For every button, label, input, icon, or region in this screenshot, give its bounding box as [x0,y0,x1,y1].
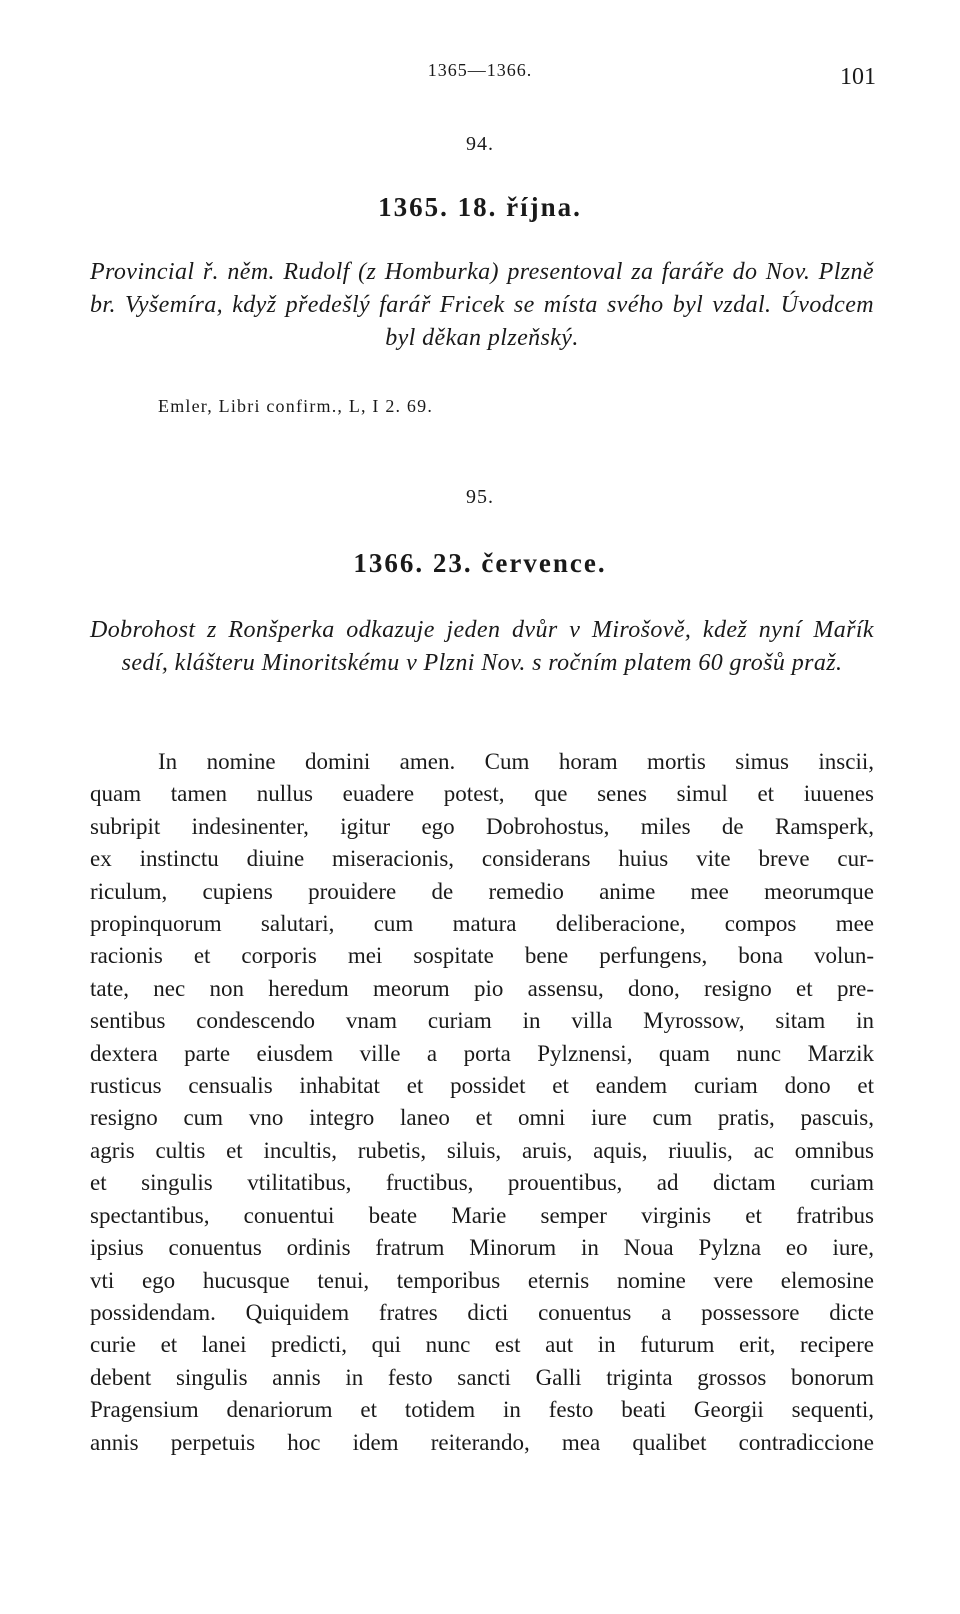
body-line: racionis et corporis mei sospitate bene perfungens, bona volun- [90,943,874,969]
body-line: curie et lanei predicti, qui nunc est aut in futurum erit, recipere [90,1332,874,1358]
body-line: sentibus condescendo vnam curiam in villa Myrossow, sitam in [90,1008,874,1034]
doc-94-source: Emler, Libri confirm., L, I 2. 69. [158,396,434,416]
body-line: vti ego hucusque tenui, temporibus eternis nomine vere elemosine [90,1267,874,1293]
body-line: In nomine domini amen. Cum horam mortis simus inscii, [158,749,874,774]
doc-94-regest: Provincial ř. něm. Rudolf (z Homburka) presentoval za faráře do Nov. Plzně br. Vyšemíra, když předešlý farář Fricek se místa svého byl vzdal. Úvodcem byl děkan plzeňský. [90,259,874,351]
body-line: rusticus censualis inhabitat et possidet et eandem curiam dono et [90,1073,874,1099]
doc-94-date: 1365. 18. října. [378,192,582,222]
body-line: resigno cum vno integro laneo et omni iure cum pratis, pascuis, [90,1105,874,1131]
body-line: ipsius conuentus ordinis fratrum Minorum in Noua Pylzna eo iure, [90,1235,874,1261]
doc-95-body-text [90,746,874,1459]
body-line: propinquorum salutari, cum matura deliberacione, compos mee [90,911,874,937]
body-line: quam tamen nullus euadere potest, que senes simul et iuuenes [90,781,874,807]
body-line: subripit indesinenter, igitur ego Dobrohostus, miles de Ramsperk, [90,813,874,839]
body-line: dextera parte eiusdem ville a porta Pylznensi, quam nunc Marzik [90,1040,874,1066]
body-line: agris cultis et incultis, rubetis, siluis, aruis, aquis, riuulis, ac omnibus [90,1137,874,1163]
body-line: Pragensium denariorum et totidem in festo beati Georgii sequenti, [90,1397,874,1423]
body-line: tate, nec non heredum meorum pio assensu, dono, resigno et pre- [90,975,874,1001]
body-line: et singulis vtilitatibus, fructibus, prouentibus, ad dictam curiam [90,1170,874,1196]
doc-95-date: 1366. 23. července. [353,548,607,578]
body-line: possidendam. Quiquidem fratres dicti conuentus a possessore dicte [90,1299,874,1325]
body-line: riculum, cupiens prouidere de remedio anime mee meorumque [90,878,874,904]
doc-94-number: 94. [466,133,494,155]
page-number: 101 [840,64,876,90]
body-line: ex instinctu diuine miseracionis, considerans huius vite breve cur- [90,846,874,872]
doc-95-regest: Dobrohost z Ronšperka odkazuje jeden dvůr v Mirošově, kdež nyní Mařík sedí, klášteru Minoritskému v Plzni Nov. s ročním platem 60 grošů praž. [90,617,874,676]
running-head: 1365—1366. [427,60,533,80]
body-line: annis perpetuis hoc idem reiterando, mea qualibet contradiccione [90,1429,874,1455]
body-line: spectantibus, conuentui beate Marie semper virginis et fratribus [90,1202,874,1228]
doc-95-number: 95. [466,486,494,508]
body-line: debent singulis annis in festo sancti Galli triginta grossos bonorum [90,1364,874,1390]
